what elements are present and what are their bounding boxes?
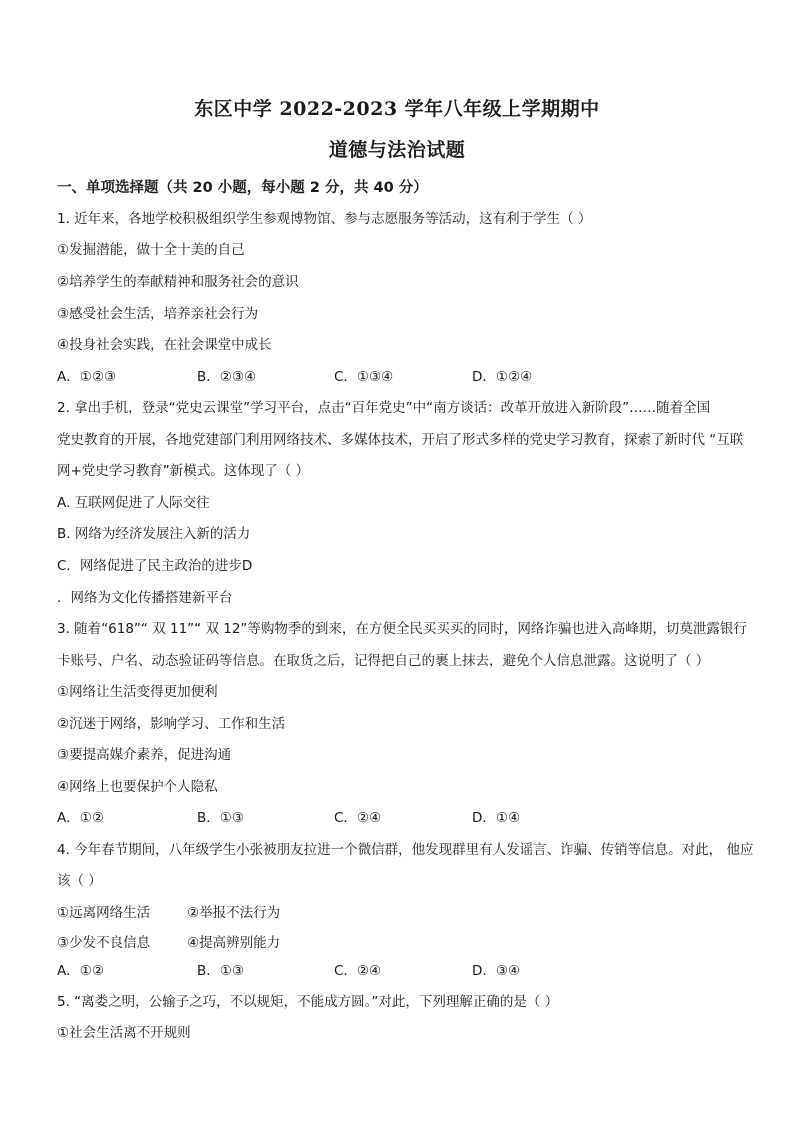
question-4-option-a: A．①② xyxy=(57,963,104,979)
question-4-items-row-1 xyxy=(57,901,757,921)
question-2-stem-line-2: 党史教育的开展，各地党建部门利用网络技术、多媒体技术，开启了形式多样的党史学习教育，探索了新时代 “互联 xyxy=(57,432,744,448)
question-4-stem-line-2: 该（ ） xyxy=(57,873,102,889)
question-2-option-c: C．网络促进了民主政治的进步D xyxy=(57,558,253,574)
question-4-item-3: ③少发不良信息 xyxy=(57,935,151,951)
question-2-stem-line-1: 2. 拿出手机，登录“党史云课堂”学习平台，点击“百年党史”中“南方谈话：改革开放进入新阶段”……随着全国 xyxy=(57,400,711,416)
question-4-option-d: D．③④ xyxy=(472,963,521,979)
question-3-item-3: ③要提高媒介素养，促进沟通 xyxy=(57,747,232,763)
question-3-option-b: B．①③ xyxy=(197,810,244,826)
question-1-option-a: A．①②③ xyxy=(57,369,117,385)
question-3-item-1: ①网络让生活变得更加便利 xyxy=(57,684,218,700)
question-3-option-c: C．②④ xyxy=(334,810,382,826)
question-3-item-4: ④网络上也要保护个人隐私 xyxy=(57,779,218,795)
question-1-option-d: D．①②④ xyxy=(472,369,533,385)
question-1-option-b: B．②③④ xyxy=(197,369,257,385)
question-2-option-b: B. 网络为经济发展注入新的活力 xyxy=(57,526,251,542)
question-5-stem: 5. “离娄之明，公输子之巧，不以规矩，不能成方圆。”对此，下列理解正确的是（ ） xyxy=(57,994,559,1010)
question-1-stem: 1. 近年来，各地学校积极组织学生参观博物馆、参与志愿服务等活动，这有利于学生（ ） xyxy=(57,211,592,227)
question-3-stem-line-2: 卡账号、户名、动态验证码等信息。在取货之后，记得把自己的裹上抹去，避免个人信息泄露。这说明了（ ） xyxy=(57,653,710,669)
question-4-stem-line-1: 4. 今年春节期间，八年级学生小张被朋友拉进一个微信群，他发现群里有人发谣言、诈骗、传销等信息。对此， 他应 xyxy=(57,842,754,858)
question-1-item-2: ②培养学生的奉献精神和服务社会的意识 xyxy=(57,274,299,290)
question-2-stem-line-3: 网+党史学习教育”新模式。这体现了（ ） xyxy=(57,463,310,479)
question-1-options xyxy=(57,365,757,385)
question-1-item-1: ①发掘潜能，做十全十美的自己 xyxy=(57,242,245,258)
question-1-item-4: ④投身社会实践，在社会课堂中成长 xyxy=(57,337,272,353)
question-4-item-2: ②举报不法行为 xyxy=(187,905,281,921)
question-3-option-d: D．①④ xyxy=(472,810,521,826)
question-3-item-2: ②沉迷于网络，影响学习、工作和生活 xyxy=(57,716,286,732)
question-3-option-a: A．①② xyxy=(57,810,104,826)
question-4-options xyxy=(57,959,757,979)
exam-title: 东区中学 2022-2023 学年八年级上学期期中 xyxy=(194,98,600,120)
question-1-item-3: ③感受社会生活，培养亲社会行为 xyxy=(57,306,259,322)
question-3-options xyxy=(57,806,757,826)
question-4-option-b: B．①③ xyxy=(197,963,244,979)
question-2-option-d: ．网络为文化传播搭建新平台 xyxy=(57,590,233,606)
exam-subject: 道德与法治试题 xyxy=(328,139,466,161)
question-4-item-4: ④提高辨别能力 xyxy=(187,935,281,951)
question-4-option-c: C．②④ xyxy=(334,963,382,979)
question-1-option-c: C．①③④ xyxy=(334,369,394,385)
section-heading: 一、单项选择题（共 20 小题，每小题 2 分，共 40 分） xyxy=(57,180,428,196)
question-2-option-a: A. 互联网促进了人际交往 xyxy=(57,495,210,511)
question-3-stem-line-1: 3. 随着“618”“ 双 11”“ 双 12”等购物季的到来，在方便全民买买买的同时，网络诈骗也进入高峰期，切莫泄露银行 xyxy=(57,621,747,637)
question-5-item-1: ①社会生活离不开规则 xyxy=(57,1025,191,1041)
question-4-items-row-2 xyxy=(57,931,757,951)
question-4-item-1: ①远离网络生活 xyxy=(57,905,151,921)
